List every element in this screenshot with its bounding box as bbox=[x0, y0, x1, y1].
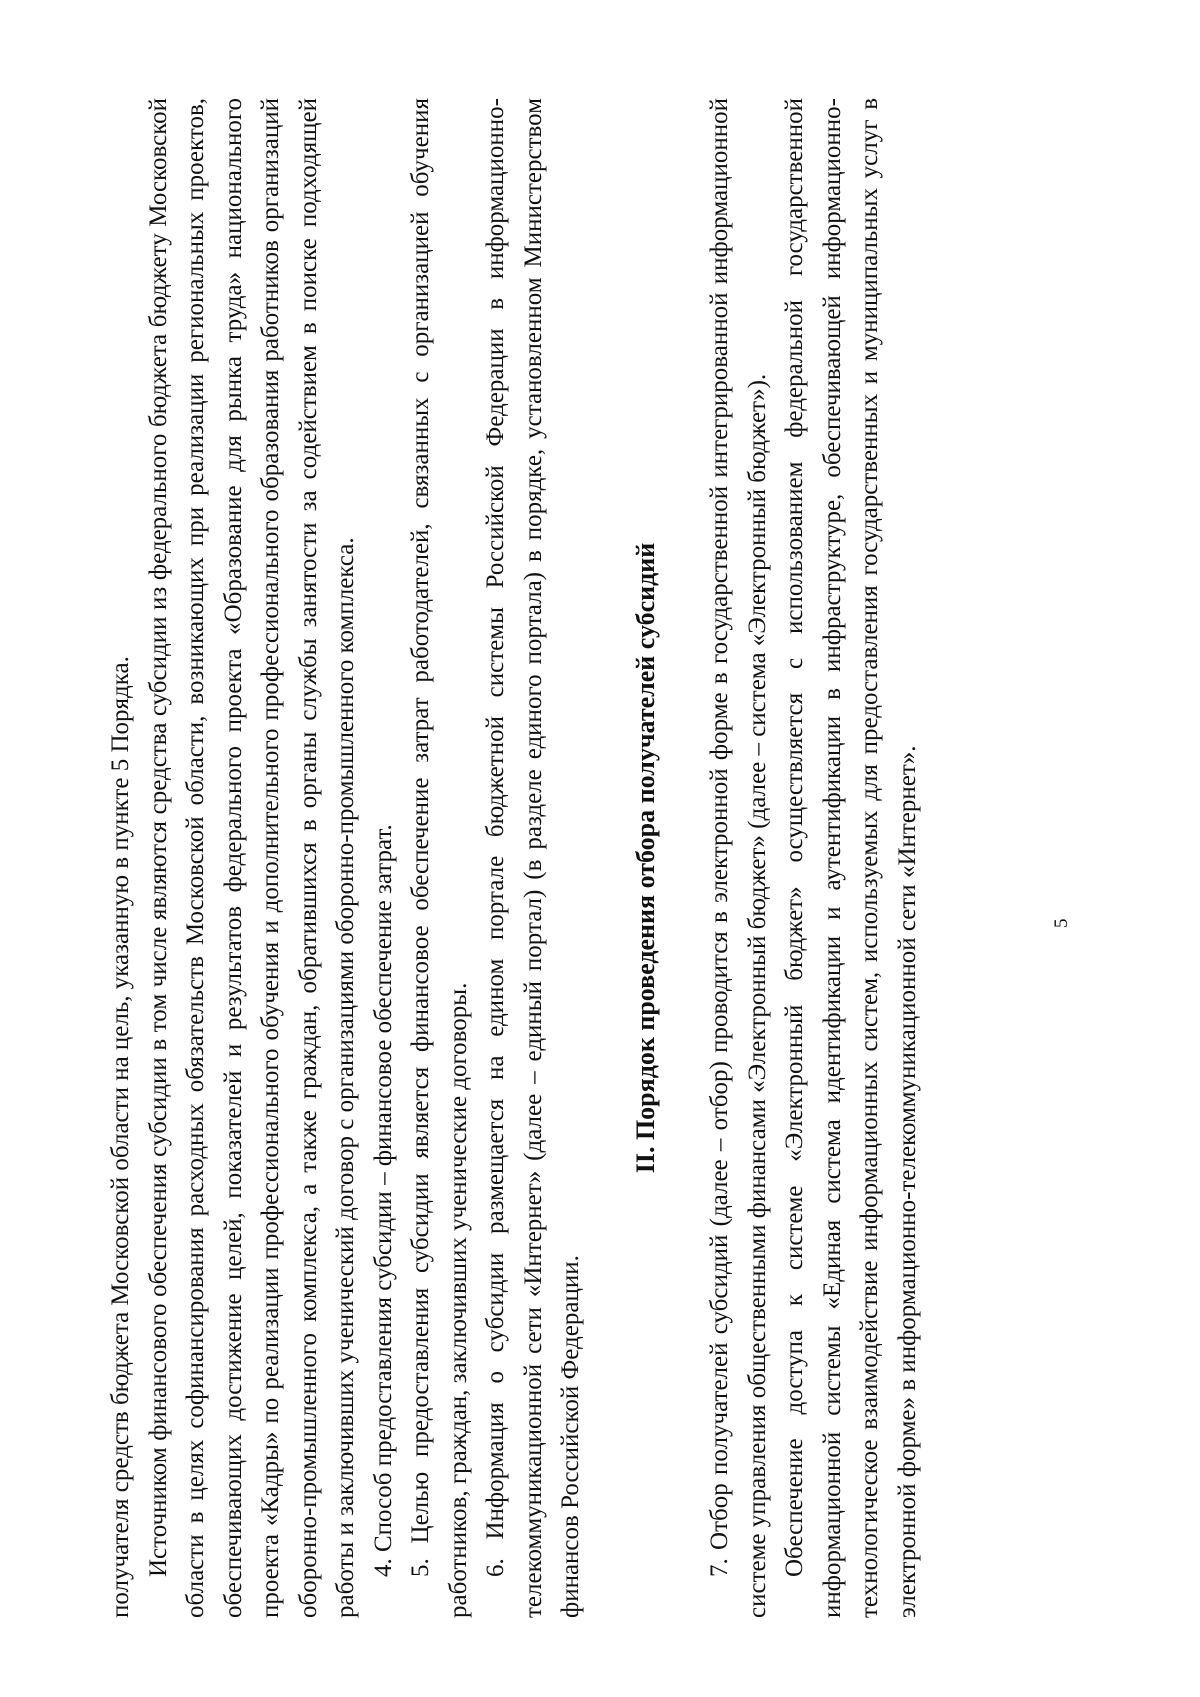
page-number: 5 bbox=[1051, 918, 1072, 928]
paragraph-item-7: 7. Отбор получателей субсидий (далее – отбор) проводится в электронной форме в государственной интегрированной информационной системе управления общественными финансами «Электронный бюджет» (далее – система «Электронный бюджет»). bbox=[706, 98, 771, 1618]
section-spacer bbox=[664, 98, 701, 1618]
section-heading: II. Порядок проведения отбора получателей субсидий bbox=[630, 542, 660, 1174]
paragraph-item-4: 4. Способ предоставления субсидии – финансовое обеспечение затрат. bbox=[369, 824, 397, 1577]
paragraph-access: Обеспечение доступа к системе «Электронный бюджет» осуществляется с использованием федеральной государственной информационной системы «Единая система идентификации и аутентификации в инфраструктуре, обеспечивающей информационно-технологическое взаимодействие информационных систем, используемых для предоставления государственных и муниципальных услуг в электронной форме» в информационно-телекоммуникационной сети «Интернет». bbox=[781, 98, 921, 1618]
section-spacer bbox=[590, 98, 627, 1618]
paragraph-item-6: 6. Информация о субсидии размещается на едином портале бюджетной системы Российской Федерации в информационно-телекоммуникационной сети «Интернет» (далее – единый портал) (в разделе единого портала) в порядке, установленном Министерством финансов Российской Федерации. bbox=[482, 98, 584, 1618]
paragraph-funding-source: Источником финансового обеспечения субсидии в том числе являются средства субсидии из федерального бюджета бюджету Московской области в целях софинансирования расходных обязательств Московской области, возникающих при реализации региональных проектов, обеспечивающих достижение целей, показателей и результатов федерального проекта «Образование для рынка труда» национального проекта «Кадры» по реализации профессионального обучения и дополнительного профессионального образования работников организаций оборонно-промышленного комплекса, а также граждан, обратившихся в органы службы занятости за содействием в поиске подходящей работы и заключивших ученический договор с организациями оборонно-промышленного комплекса. bbox=[144, 98, 359, 1618]
paragraph-item-5: 5. Целью предоставления субсидии является финансовое обеспечение затрат работодателей, связанных с организацией обучения работников, граждан, заключивших ученические договоры. bbox=[407, 98, 472, 1618]
paragraph-continuation: получателя средств бюджета Московской области на цель, указанную в пункте 5 Порядка. bbox=[107, 656, 134, 1618]
rotated-page-content bbox=[102, 98, 1102, 1618]
